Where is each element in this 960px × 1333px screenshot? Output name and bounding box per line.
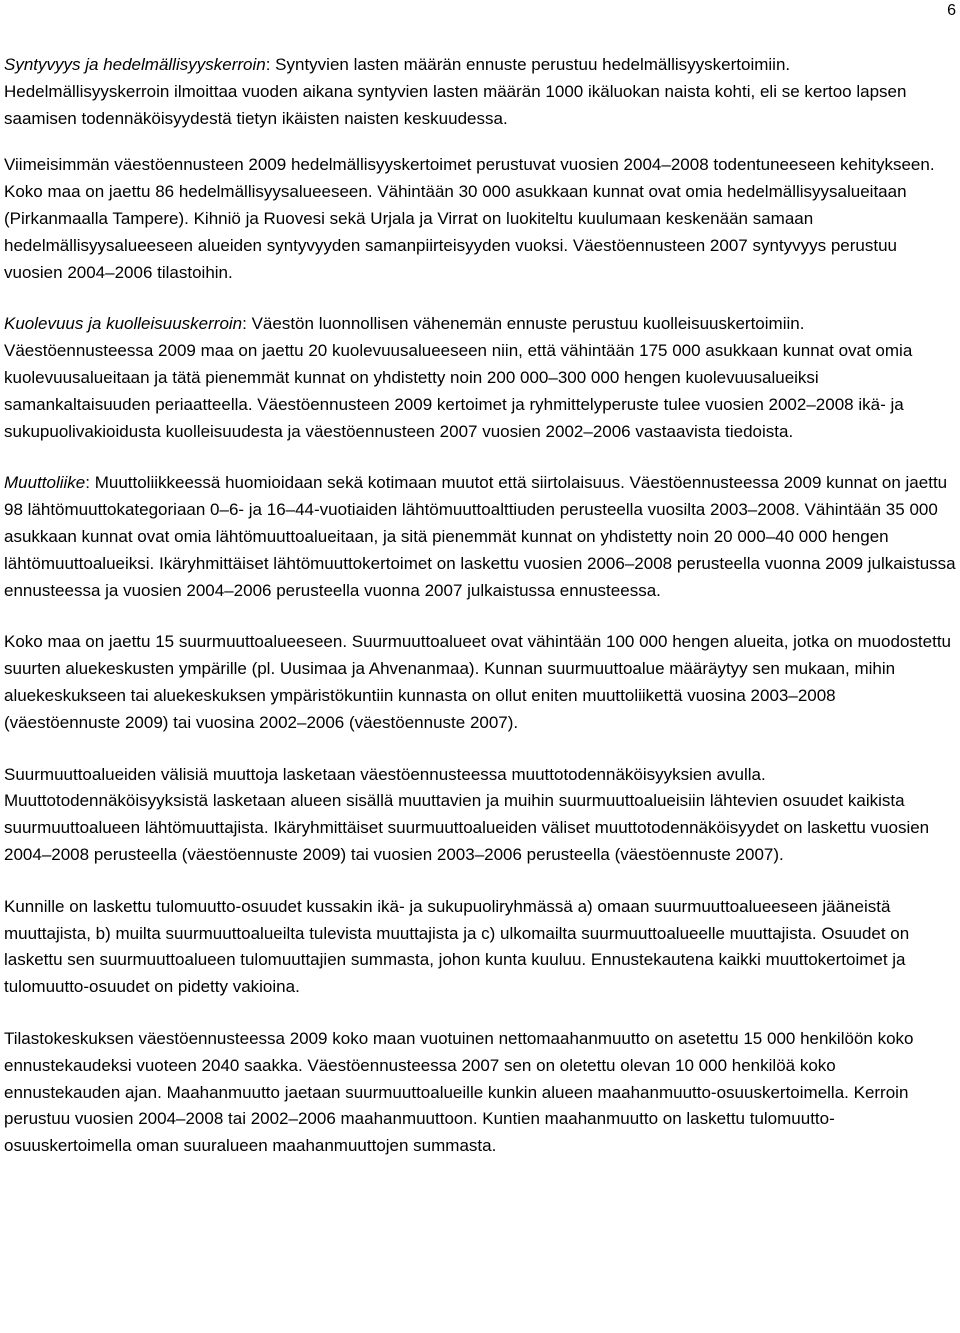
paragraph-text: : Muuttoliikkeessä huomioidaan sekä kotimaan muutot että siirtolaisuus. Väestöennusteessa 2009 kunnat on jaettu 98 lähtömuuttokategoriaan 0–6- ja 16–44-vuotiaiden lähtömuuttoalttiuden perusteella vuosilta 2003–2008. Vähintään 35 000 asukkaan kunnat ovat omia lähtömuuttoalueitaan, ja sitä pienemmät kunnat on yhdistetty noin 20 000–40 000 hengen lähtömuuttoalueiksi. Ikäryhmittäiset lähtömuuttokertoimet on laskettu vuosien 2006–2008 perusteella vuonna 2009 julkaistussa ennusteessa ja vuosien 2004–2006 perusteella vuonna 2007 julkaistussa ennusteessa. [4, 473, 956, 600]
paragraph-fertility [4, 52, 956, 132]
paragraph-fertility-details [4, 152, 956, 286]
paragraph-migration [4, 470, 956, 604]
paragraph-lead: Syntyvyys ja hedelmällisyyskerroin [4, 55, 266, 74]
paragraph-text: Viimeisimmän väestöennusteen 2009 hedelmällisyyskertoimet perustuvat vuosien 2004–2008 todentuneeseen kehitykseen. Koko maa on jaettu 86 hedelmällisyysalueeseen. Vähintään 30 000 asukkaan kunnat ovat omia hedelmällisyysalueitaan (Pirkanmaalla Tampere). Kihniö ja Ruovesi sekä Urjala ja Virrat on luokiteltu kuulumaan keskenään samaan hedelmällisyysalueeseen alueiden syntyvyyden samanpiirteisyyden vuoksi. Väestöennusteen 2007 syntyvyys perustuu vuosien 2004–2006 tilastoihin. [4, 155, 935, 282]
paragraph-text: : Väestön luonnollisen vähenemän ennuste perustuu kuolleisuuskertoimiin. Väestöennusteessa 2009 maa on jaettu 20 kuolevuusalueeseen niin, että vähintään 175 000 asukkaan kunnat ovat omia kuolevuusalueitaan ja tätä pienemmät kunnat on yhdistetty noin 200 000–300 000 hengen kuolevuusalueiksi samankaltaisuuden periaatteella. Väestöennusteen 2009 kertoimet ja ryhmittelyperuste tulee vuosien 2002–2008 ikä- ja sukupuolivakioidusta kuolleisuudesta ja väestöennusteen 2007 vuosien 2002–2006 vastaavista tiedoista. [4, 314, 913, 441]
page-number: 6 [947, 2, 956, 19]
paragraph-lead: Kuolevuus ja kuolleisuuskerroin [4, 314, 243, 334]
paragraph-mortality [4, 311, 956, 445]
paragraph-lead: Muuttoliike [4, 473, 86, 493]
paragraph-text: Kunnille on laskettu tulomuutto-osuudet kussakin ikä- ja sukupuoliryhmässä a) omaan suurmuuttoalueeseen jääneistä muuttajista, b) muilta suurmuuttoalueilta tulevista muuttajista ja c) ulkomailta suurmuuttoalueelle muuttajista. Osuudet on laskettu sen suurmuuttoalueen tulomuuttajien summasta, johon kunta kuuluu. Ennustekautena kaikki muuttokertoimet ja tulomuutto-osuudet on pidetty vakioina. [4, 896, 910, 997]
paragraph-text: Suurmuuttoalueiden välisiä muuttoja lasketaan väestöennusteessa muuttotodennäköisyyksien avulla. Muuttotodennäköisyyksistä lasketaan alueen sisällä muuttavien ja muihin suurmuuttoalueisiin lähtevien osuudet kaikista suurmuuttoalueen lähtömuuttajista. Ikäryhmittäiset suurmuuttoalueiden väliset muuttotodennäköisyydet on laskettu vuosien 2004–2008 perusteella (väestöennuste 2009) tai vuosien 2003–2006 perusteella (väestöennuste 2007). [4, 764, 930, 864]
document-body [4, 52, 956, 1185]
paragraph-text: : Syntyvien lasten määrän ennuste perustuu hedelmällisyyskertoimiin. Hedelmällisyyskerroin ilmoittaa vuoden aikana syntyvien lasten määrän 1000 ikäluokan naista kohti, eli se kertoo lapsen saamisen todennäköisyydestä tietyn ikäisten naisten keskuudessa. [4, 55, 907, 128]
paragraph-immigration [4, 1026, 956, 1160]
paragraph-text: Tilastokeskuksen väestöennusteessa 2009 koko maan vuotuinen nettomaahanmuutto on asetettu 15 000 henkilöön koko ennustekaudeksi vuoteen 2040 saakka. Väestöennusteessa 2007 sen on oletettu olevan 10 000 henkilöä koko ennustekauden ajan. Maahanmuutto jaetaan suurmuuttoalueille kunkin alueen maahanmuutto-osuuskertoimella. Kerroin perustuu vuosien 2004–2008 tai 2002–2006 maahanmuuttoon. Kuntien maahanmuutto on laskettu tulomuutto-osuuskertoimella oman suuralueen maahanmuuttojen summasta. [4, 1028, 914, 1156]
paragraph-text: Koko maa on jaettu 15 suurmuuttoalueeseen. Suurmuuttoalueet ovat vähintään 100 000 hengen alueita, jotka on muodostettu suurten aluekeskusten ympärille (pl. Uusimaa ja Ahvenanmaa). Kunnan suurmuuttoalue määräytyy sen mukaan, mihin aluekeskukseen tai aluekeskuksen ympäristökuntiin kunnasta on ollut eniten muuttoliikettä vuosina 2003–2008 (väestöennuste 2009) tai vuosina 2002–2006 (väestöennuste 2007). [4, 632, 952, 732]
paragraph-inmigration-shares [4, 894, 956, 1001]
paragraph-migration-areas [4, 629, 956, 736]
paragraph-migration-probabilities [4, 762, 956, 869]
